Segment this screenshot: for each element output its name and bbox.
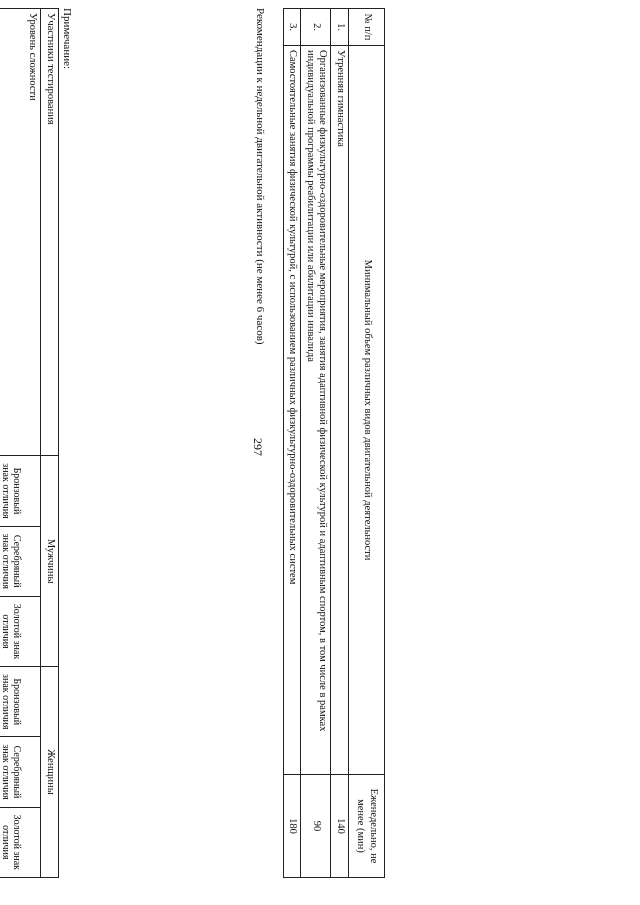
badge-header: Бронзовый знак отличия (0, 456, 41, 526)
recommendation-title: Рекомендации к недельной двигательной активности (не менее 6 часов) (254, 8, 266, 345)
group-men: Мужчины (41, 456, 59, 667)
page-number: 297 (251, 438, 265, 456)
difficulty-header: Уровень сложности (0, 9, 41, 456)
row-activity: Самостоятельные занятия физической культурой, с использованием различных физкультурно-оздоровительных систем (283, 46, 301, 775)
table-row (41, 9, 59, 878)
activity-table (283, 8, 385, 878)
group-women: Женщины (41, 667, 59, 878)
badge-requirements-table (0, 8, 59, 878)
minutes-header: Еженедельно, не менее (мин) (349, 775, 385, 878)
badge-header: Серебряный знак отличия (0, 526, 41, 596)
table-row (0, 9, 41, 878)
row-minutes: 140 (331, 775, 349, 878)
table-row (331, 9, 349, 878)
num-header: № п/п (349, 9, 385, 46)
table-row (283, 9, 301, 878)
badge-header: Золотой знак отличия (0, 807, 41, 877)
row-minutes: 90 (301, 775, 331, 878)
row-num: 2. (301, 9, 331, 46)
rotated-content (0, 8, 385, 888)
badge-header: Бронзовый знак отличия (0, 667, 41, 737)
participants-header: Участники тестирования (41, 9, 59, 456)
badge-header: Серебряный знак отличия (0, 737, 41, 807)
badge-header: Золотой знак отличия (0, 596, 41, 666)
row-minutes: 180 (283, 775, 301, 878)
activity-header: Минимальный объем различных видов двигательной деятельности (349, 46, 385, 775)
row-num: 1. (331, 9, 349, 46)
row-activity: Утренняя гимнастика (331, 46, 349, 775)
row-activity: Организованные физкультурно-оздоровительные мероприятия, занятия адаптивной физической культурой и адаптивным спортом, в том числе в рамках индивидуальной программы реабилитации или абилитации инвалида (301, 46, 331, 775)
table-row (349, 9, 385, 878)
row-num: 3. (283, 9, 301, 46)
note-title: Примечание: (61, 8, 73, 70)
table-row (301, 9, 331, 878)
